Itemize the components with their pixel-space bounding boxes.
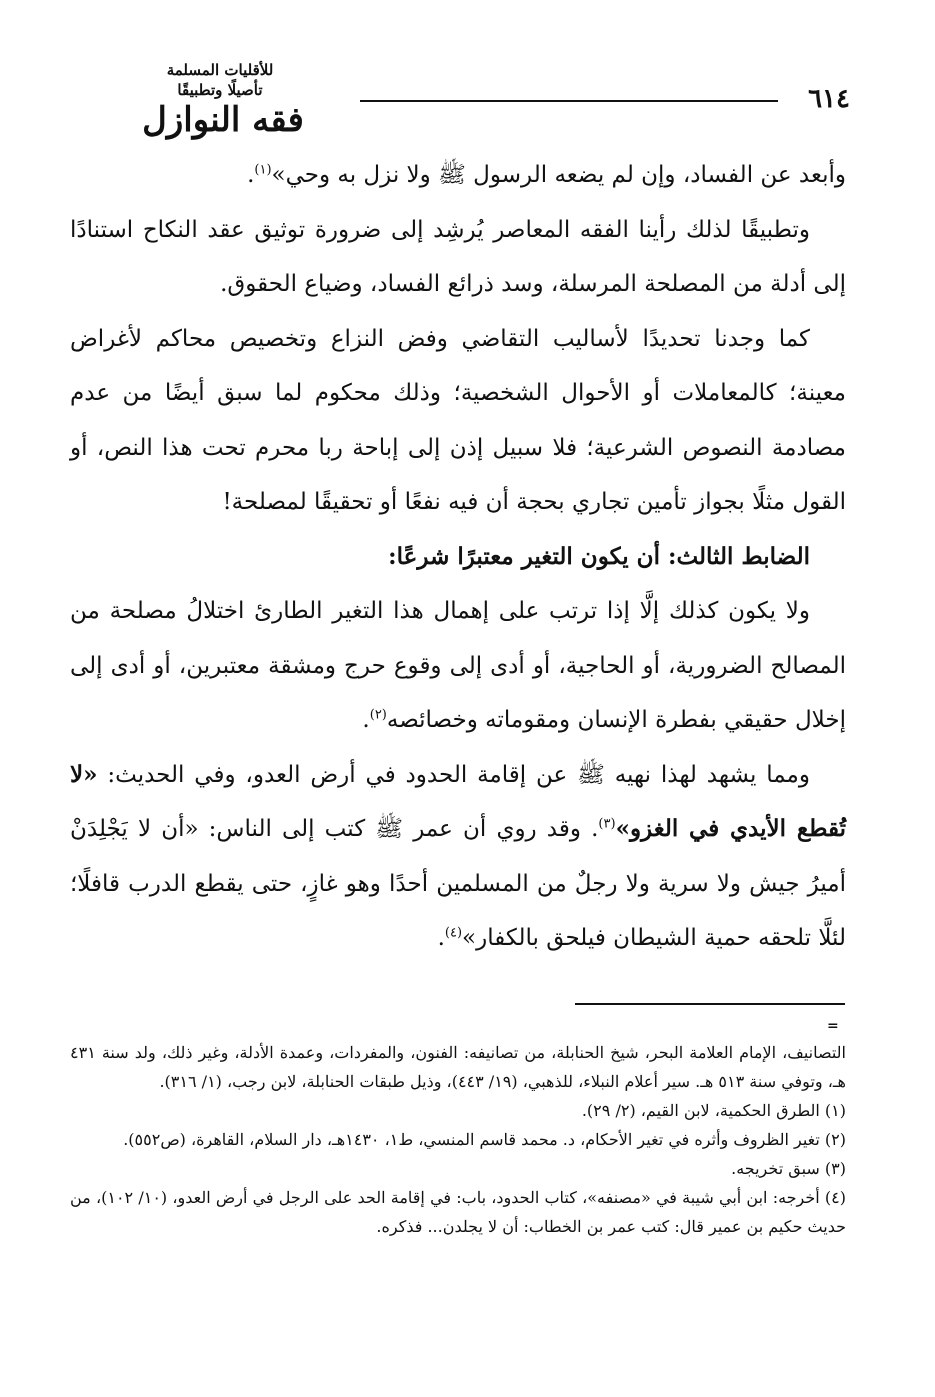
book-title-subtitle-top: للأقليات المسلمة [166, 61, 274, 79]
paragraph-2: وتطبيقًا لذلك رأينا الفقه المعاصر يُرشِد إلى ضرورة توثيق عقد النكاح استنادًا إلى أدلة من المصلحة المرسلة، وسد ذرائع الفساد، وضياع الحقوق. [70, 216, 846, 297]
footnote-ref-1: (١) [254, 162, 272, 178]
footnote-2: (٢) تغير الظروف وأثره في تغير الأحكام، د. محمد قاسم المنسي، ط١، ١٤٣٠هـ، دار السلام، القاهرة، (ص٥٥٢). [123, 1130, 846, 1149]
paragraph-4-end: . [362, 707, 370, 733]
footnote-ref-4: (٤) [444, 925, 463, 941]
book-title-subtitle-bottom: تأصيلًا وتطبيقًا [177, 81, 263, 99]
footnote-continuation: التصانيف، الإمام العلامة البحر، شيخ الحنابلة، من تصانيفه: الفنون، والمفردات، وعمدة الأدلة، وغير ذلك، ولد سنة ٤٣١ هـ، وتوفي سنة ٥١٣ هـ. سير أعلام النبلاء، للذهبي، (١٩/ ٤٤٣)، وذيل طبقات الحنابلة، لابن رجب، (١/ ٣١٦). [70, 1043, 846, 1091]
paragraph-1-text: وأبعد عن الفساد، وإن لم يضعه الرسول ﷺ ولا نزل به وحي» [271, 162, 846, 188]
footnote-1: (١) الطرق الحكمية، لابن القيم، (٢/ ٢٩). [581, 1101, 846, 1120]
footnote-4: (٤) أخرجه: ابن أبي شيبة في «مصنفه»، كتاب الحدود، باب: في إقامة الحد على الرجل في أرض العدو، (١٠/ ١٠٢)، من حديث حكيم بن عمير قال: كتب عمر بن الخطاب: أن لا يجلدن... فذكره. [70, 1188, 846, 1236]
paragraph-5-text-2: . وقد روي أن عمر ﷺ كتب إلى الناس: «أن لا يَجْلِدَنْ أميرُ جيش ولا سرية ولا رجلٌ من المسلمين أحدًا وهو غازٍ، حتى يقطع الدرب قافلًا؛ لئلَّا تلحقه حمية الشيطان فيلحق بالكفار» [70, 816, 846, 951]
paragraph-4 [70, 584, 846, 748]
main-text [70, 148, 846, 966]
paragraph-1-end: . [247, 162, 255, 188]
page-number: ٦١٤ [808, 84, 850, 114]
page-header [60, 60, 850, 140]
paragraph-5-text-1: ومما يشهد لهذا نهيه ﷺ عن إقامة الحدود في أرض العدو، وفي الحديث: [97, 761, 810, 788]
footnotes [70, 1038, 846, 1241]
section-heading: الضابط الثالث: أن يكون التغير معتبرًا شرعًا: [388, 542, 810, 570]
footnote-3: (٣) سبق تخريجه. [731, 1159, 846, 1178]
book-title-subtitle [167, 60, 274, 100]
header-divider [360, 100, 778, 102]
paragraph-1 [70, 148, 846, 203]
footnote-ref-3: (٣) [598, 816, 616, 832]
paragraph-5 [70, 748, 846, 966]
footnote-ref-2: (٢) [369, 707, 387, 723]
paragraph-4-text: ولا يكون كذلك إلَّا إذا ترتب على إهمال هذا التغير الطارئ اختلالُ مصلحة من المصالح الضرورية، أو الحاجية، أو أدى إلى وقوع حرج ومشقة معتبرين، أو أدى إلى إخلال حقيقي بفطرة الإنسان ومقوماته وخصائصه [70, 598, 846, 733]
paragraph-3: كما وجدنا تحديدًا لأساليب التقاضي وفض النزاع وتخصيص محاكم لأغراض معينة؛ كالمعاملات أو الأحوال الشخصية؛ وذلك محكوم لما سبق أيضًا من عدم مصادمة النصوص الشرعية؛ فلا سبيل إذن إلى إباحة ربا محرم تحت هذا النص، أو القول مثلًا بجواز تأمين تجاري بحجة أن فيه نفعًا أو تحقيقًا لمصلحة! [70, 325, 846, 515]
book-title [85, 60, 355, 140]
footnote-divider [575, 1003, 845, 1005]
book-title-main: فقه النوازل [142, 100, 304, 140]
paragraph-5-end: . [437, 925, 445, 951]
hadith-quote: «لا تُقطع الأيدي في الغزو» [70, 760, 846, 842]
footnote-continuation-mark: = [827, 1018, 839, 1034]
